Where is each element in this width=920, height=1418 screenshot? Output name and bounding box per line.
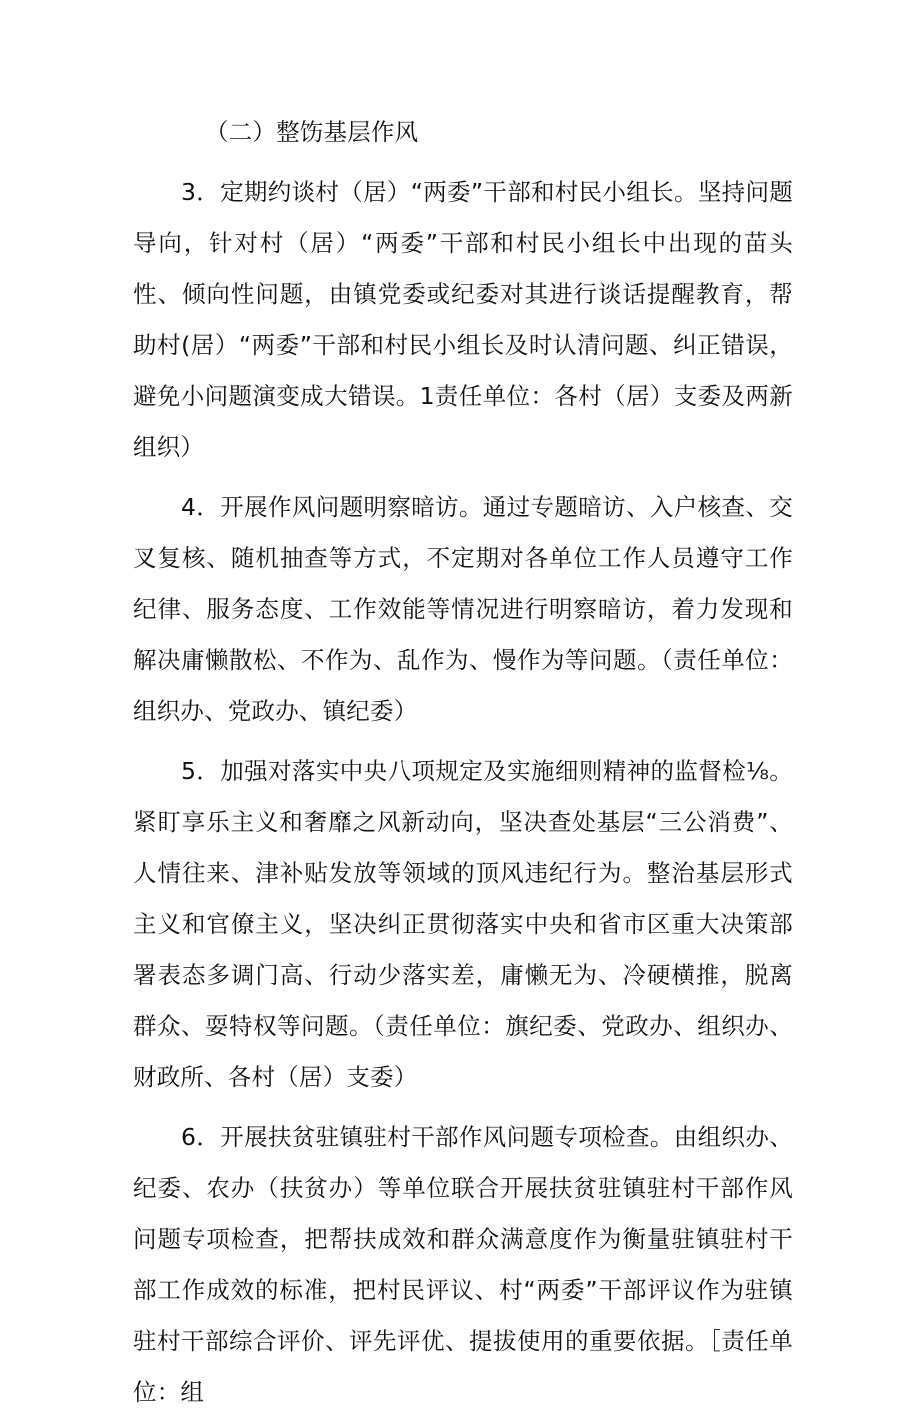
document-body xyxy=(133,107,793,1418)
paragraph-item-6: 6．开展扶贫驻镇驻村干部作风问题专项检查。由组织办、纪委、农办（扶贫办）等单位联合开展扶贫驻镇驻村干部作风问题专项检查，把帮扶成效和群众满意度作为衡量驻镇驻村干部工作成效的标准，把村民评议、村“两委”干部评议作为驻镇驻村干部综合评价、评先评优、提拔使用的重要依据。［责任单位：组 xyxy=(133,1123,793,1406)
paragraph-item-4: 4．开展作风问题明察暗访。通过专题暗访、入户核查、交叉复核、随机抽查等方式，不定期对各单位工作人员遵守工作纪律、服务态度、工作效能等情况进行明察暗访，着力发现和解决庸懒散松、不作为、乱作为、慢作为等问题。（责任单位：组织办、党政办、镇纪委） xyxy=(133,493,793,725)
paragraph-item-5: 5．加强对落实中央八项规定及实施细则精神的监督检⅛。紧盯享乐主义和奢靡之风新动向，坚决查处基层“三公消费”、人情往来、津补贴发放等领域的顶风违纪行为。整治基层形式主义和官僚主义，坚决纠正贯彻落实中央和省市区重大决策部署表态多调门高、行动少落实差，庸懒无为、冷硬横推，脱离群众、耍特权等问题。（责任单位：旗纪委、党政办、组织办、财政所、各村（居）支委） xyxy=(133,757,793,1091)
paragraph-item-3: 3．定期约谈村（居）“两委”干部和村民小组长。坚持问题导向，针对村（居）“两委”干部和村民小组长中出现的苗头性、倾向性问题，由镇党委或纪委对其进行谈话提醒教育，帮助村(居）“两委”干部和村民小组长及时认清问题、纠正错误，避免小问题演变成大错误。1责任单位：各村（居）支委及两新组织） xyxy=(133,178,793,461)
section-heading: （二）整饬基层作风 xyxy=(205,118,419,146)
